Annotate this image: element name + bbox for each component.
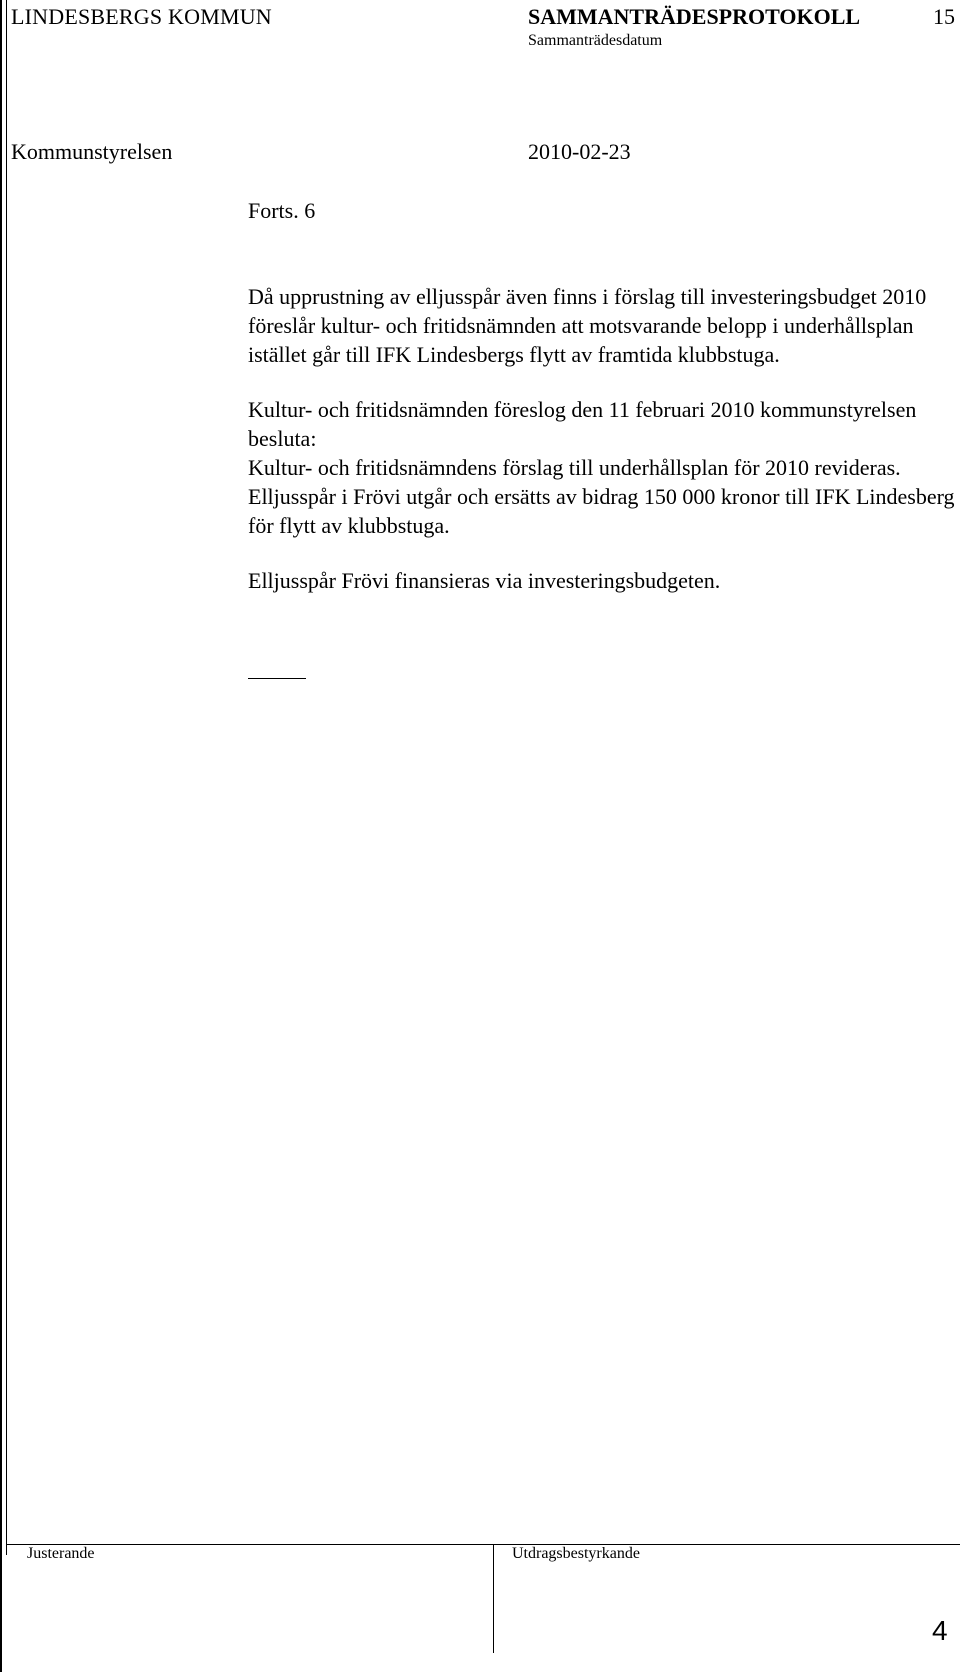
document-title: SAMMANTRÄDESPROTOKOLL <box>528 4 861 29</box>
page-frame-inner-left <box>6 0 7 1555</box>
page-number-header: 15 <box>933 4 955 29</box>
footer-justerande: Justerande <box>27 1545 95 1562</box>
meeting-date-label: Sammanträdesdatum <box>528 32 663 49</box>
page-number-footer: 4 <box>932 1615 948 1646</box>
paragraph-proposal-intro: Kultur- och fritidsnämnden föreslog den 11 februari 2010 kommunstyrelsen besluta: <box>248 397 917 451</box>
footer-utdragsbestyrkande: Utdragsbestyrkande <box>512 1545 640 1562</box>
meeting-date: 2010-02-23 <box>528 139 631 164</box>
footer-divider <box>493 1545 494 1653</box>
end-rule <box>248 678 306 679</box>
page-frame-left <box>0 0 2 1672</box>
section-continued: Forts. 6 <box>248 198 316 223</box>
paragraph-background: Då upprustning av elljusspår även finns i förslag till investeringsbudget 2010 föreslår kultur- och fritidsnämnden att motsvarande belopp i underhållsplan istället går till IFK Lindesbergs flytt av framtida klubbstuga. <box>248 284 927 367</box>
organization-name: LINDESBERGS KOMMUN <box>11 4 272 29</box>
paragraph-financing: Elljusspår Frövi finansieras via investeringsbudgeten. <box>248 568 721 593</box>
minutes-body <box>248 282 958 621</box>
committee-name: Kommunstyrelsen <box>11 139 173 164</box>
footer-rule <box>6 1544 960 1545</box>
paragraph-proposal: Kultur- och fritidsnämndens förslag till underhållsplan för 2010 revideras. Elljusspår i Frövi utgår och ersätts av bidrag 150 000 kronor till IFK Lindesberg för flytt av klubbstuga. <box>248 455 955 538</box>
